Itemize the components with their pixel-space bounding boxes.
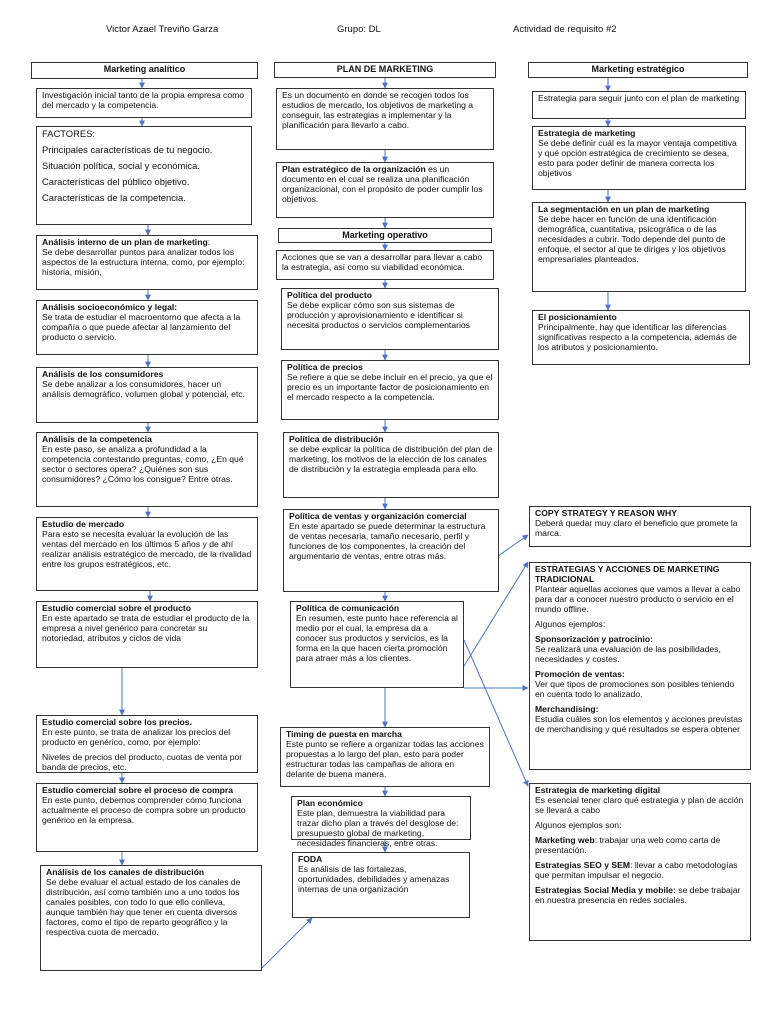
segmentation-title: La segmentación en un plan de marketing: [538, 204, 710, 214]
strategic-plan-title: Plan estratégico de la organización: [282, 164, 426, 174]
communication-policy-box: [290, 601, 464, 688]
distribution-policy-title: Política de distribución: [289, 434, 384, 444]
analitico-intro-text: Investigación inicial tanto de la propia empresa como del mercado y la competencia.: [42, 90, 245, 110]
internal-analysis-box: Análisis interno de un plan de marketing: Se debe desarrollar puntos para analizar todos los aspectos de la estructura interna, como, por ejemplo: historia, misión,: [36, 235, 258, 290]
product-policy-box: [281, 288, 499, 350]
analitico-intro-box: [36, 88, 252, 118]
factors-heading: FACTORES:: [42, 128, 95, 139]
traditional-marketing-box: [529, 562, 751, 770]
product-study-text: En este apartado se trata de estudiar el producto de la empresa a nivel genérico para concretar su notoriedad, atributos y ciclos de vida: [42, 612, 250, 643]
sales-policy-box: [283, 509, 499, 592]
communication-policy-text: En resumen, este punto hace referencia al medio por el cual, la empresa da a conocer sus productos y servicios, es la forma en la que hacen cierta promoción para atraer más a los clientes.: [296, 612, 458, 663]
seo-title: Estrategias SEO y SEM: [535, 859, 631, 870]
distribution-policy-text: se debe explicar la política de distribución del plan de marketing, los motivos de la elección de los canales de distribución y la estrategia empleada para ello.: [289, 443, 493, 474]
digital-marketing-box: [529, 783, 751, 941]
digital-text: Es esencial tener claro qué estrategia y plan de acción se llevará a cabo: [535, 794, 744, 815]
traditional-examples: Algunos ejemplos:: [535, 618, 606, 629]
traditional-title: ESTRATEGIAS Y ACCIONES DE MARKETING TRADICIONAL: [535, 564, 720, 584]
sales-policy-title: Política de ventas y organización comercial: [289, 511, 467, 521]
promo-text: Ver que tipos de promociones son posibles teniendo en cuenta todo lo analizado.: [535, 678, 735, 699]
factors-box: [36, 126, 252, 225]
communication-policy-title: Política de comunicación: [296, 603, 400, 613]
product-study-title: Estudio comercial sobre el producto: [42, 603, 191, 613]
strategic-plan-text: es un documento en el cual se realiza una planificación organizacional, con el propósito de poder cumplir los objetivos.: [282, 164, 483, 204]
sponsor-title: Sponsorización y patrocinio:: [535, 633, 653, 644]
estrategico-intro-box: [532, 91, 746, 119]
internal-analysis-title: Análisis interno de un plan de marketing: [42, 237, 208, 247]
price-policy-text: Se refiere a que se debe incluir en el precio, ya que el precio es un importante factor de posicionamiento en el mercado respecto a la competencia.: [287, 371, 493, 402]
copy-strategy-title: COPY STRATEGY Y REASON WHY: [535, 508, 677, 518]
market-study-box: [36, 517, 258, 591]
internal-analysis-text: Se debe desarrollar puntos para analizar todos los aspectos de la estructura interna, como, por ejemplo: historia, misión,: [42, 246, 245, 277]
channels-title: Análisis de los canales de distribución: [46, 867, 205, 877]
market-study-title: Estudio de mercado: [42, 519, 125, 529]
segmentation-box: [532, 202, 746, 292]
author-name: Victor Azael Treviño Garza: [106, 24, 219, 35]
economic-plan-box: [291, 796, 471, 848]
socio-analysis-title: Análisis socioeconómico y legal:: [42, 302, 178, 312]
foda-text: Es análisis de las fortalezas, oportunidades, debilidades y amenazas internas de una organización: [298, 863, 450, 894]
product-policy-title: Política del producto: [287, 290, 372, 300]
group-label: Grupo: DL: [337, 24, 381, 35]
purchase-study-title: Estudio comercial sobre el proceso de compra: [42, 785, 234, 795]
product-study-box: [36, 601, 258, 668]
timing-box: [280, 727, 490, 787]
socio-analysis-box: [36, 300, 258, 355]
segmentation-text: Se debe hacer en función de una identificación demográfica, cuantitativa, psicográfica o de las necesidades a cubrir. Todo depende del punto de enfoque, el sector al que te diriges y los objetivos empresariales planteados.: [538, 213, 726, 264]
positioning-text: Principalmente, hay que identificar las diferencias significativas respecto a la competencia, además de los atributos y posicionamiento.: [538, 321, 737, 352]
operative-intro-text: Acciones que se van a desarrollar para llevar a cabo la estrategia, así como su viabilidad económica.: [282, 252, 483, 272]
marketing-strategy-box: [532, 126, 746, 190]
positioning-box: [532, 310, 750, 365]
web-title: Marketing web: [535, 834, 595, 845]
timing-text: Este punto se refiere a organizar todas las acciones propuestas a lo largo del plan, esto para poder estructurar todas las campañas de ahora en delante de buena manera.: [286, 738, 484, 779]
factor-item: Situación política, social y económica.: [42, 159, 200, 171]
social-title: Estrategias Social Media y mobile:: [535, 884, 676, 895]
price-policy-title: Política de precios: [287, 362, 363, 372]
price-study-box: [36, 715, 258, 773]
channels-box: [40, 865, 262, 971]
copy-strategy-text: Deberá quedar muy claro el beneficio que promete la marca.: [535, 517, 738, 538]
digital-title: Estrategia de marketing digital: [535, 785, 661, 795]
sponsor-text: Se realizará una evaluación de las posibilidades, necesidades y costes.: [535, 643, 721, 664]
operative-intro-box: [276, 250, 494, 280]
market-study-text: Para esto se necesita evaluar la evolución de las ventas del mercado en los últimos 5 años y de ahí realizar análisis estratégico de mercado, de la rivalidad entre los grupos estratégicos, etc.: [42, 528, 252, 569]
activity-label: Actividad de requisito #2: [513, 24, 617, 35]
marketing-strategy-title: Estrategia de marketing: [538, 128, 636, 138]
economic-plan-title: Plan económico: [297, 798, 363, 808]
traditional-text: Plantear aquellas acciones que vamos a llevar a cabo para dar a conocer nuestro producto o servicio en el mundo offline.: [535, 583, 741, 614]
foda-box: [292, 852, 470, 918]
product-policy-text: Se debe explicar cómo son sus sistemas de producción y aprovisionamiento e identificar si necesita productos o servicios complementarios: [287, 299, 470, 330]
marketing-operativo-title: Marketing operativo: [278, 228, 492, 243]
merch-title: Merchandising:: [535, 703, 599, 714]
factor-item: Características de la competencia.: [42, 191, 186, 203]
marketing-analitico-title: Marketing analítico: [31, 62, 258, 79]
marketing-strategy-text: Se debe definir cuál es la mayor ventaja competitiva y qué opción estratégica de crecimiento se desea, esto para poder definir de manera correcta los objetivos: [538, 137, 737, 178]
price-policy-box: [281, 360, 499, 420]
price-study-text2: Niveles de precios del producto, cuotas de venta por banda de precios, etc.: [42, 751, 243, 772]
competition-title: Análisis de la competencia: [42, 434, 152, 444]
positioning-title: El posicionamiento: [538, 312, 617, 322]
consumers-box: [36, 367, 258, 423]
plan-intro-text: Es un documento en donde se recogen todos los estudios de mercado, los objetivos de marketing a conseguir, las estrategias a implementar y la planificación para llevarlo a cabo.: [282, 90, 474, 130]
economic-plan-text: Este plan, demuestra la viabilidad para trazar dicho plan a través del desglose de: presupuesto global de marketing, necesidades financieras, entre otras.: [297, 807, 459, 848]
channels-text: Se debe evaluar el actual estado de los canales de distribución, así como también uno a uno todos los canales posibles, con todo lo que ello conlleva, aunque también hay que tener en cuenta diversos factores, como el tipo de reparto geográfico y la respectiva cuota de mercado.: [46, 876, 241, 937]
competition-box: [36, 432, 258, 507]
copy-strategy-box: [529, 506, 751, 547]
factor-item: Principales características de tu negocio.: [42, 143, 213, 155]
estrategico-intro-text: Estrategia para seguir junto con el plan de marketing: [538, 93, 740, 103]
purchase-study-text: En este punto, debemos comprender cómo funciona actualmente el proceso de compra sobre un producto genérico en la empresa.: [42, 794, 246, 825]
social-text: se debe trabajar en nuestra presencia en redes sociales.: [535, 884, 741, 905]
seo-text: : llevar a cabo metodologías que permitan impulsar el negocio.: [535, 859, 738, 880]
consumers-text: Se debe analizar a los consumidores, hacer un análisis demográfico, volumen global y potencial, etc.: [42, 378, 246, 399]
strategic-plan-box: [276, 162, 494, 218]
sales-policy-text: En este apartado se puede determinar la estructura de ventas necesaria, tamaño necesario, perfil y funciones de los componentes, la creación del argumentario de ventas, entre otras más.: [289, 520, 486, 561]
merch-text: Estudia cuáles son los elementos y acciones previstas de merchandising y qué resultados se espera obtener: [535, 713, 743, 734]
digital-examples: Algunos ejemplos son:: [535, 819, 622, 830]
price-study-text: En este punto, se trata de analizar los precios del producto en genérico, como, por ejemplo:: [42, 726, 231, 747]
timing-title: Timing de puesta en marcha: [286, 729, 402, 739]
purchase-study-box: [36, 783, 258, 852]
foda-title: FODA: [298, 854, 323, 864]
marketing-estrategico-title: Marketing estratégico: [528, 62, 748, 78]
plan-intro-box: [276, 88, 494, 150]
factor-item: Características del público objetivo.: [42, 175, 190, 187]
price-study-title: Estudio comercial sobre los precios.: [42, 717, 192, 727]
plan-marketing-title: PLAN DE MARKETING: [274, 62, 496, 78]
competition-text: En este paso, se analiza a profundidad a la competencia contestando preguntas, como, ¿En qué sector o sectores opera? ¿Quiénes son sus consumidores? ¿Cómo los consigue? Entre otras.: [42, 443, 244, 484]
web-text: : trabajar una web como carta de presentación.: [535, 834, 721, 855]
consumers-title: Análisis de los consumidores: [42, 369, 164, 379]
distribution-policy-box: [283, 432, 499, 498]
socio-analysis-text: Se trata de estudiar el macroentorno que afecta a la compañía o que puede afectar al lanzamiento del producto o servicio.: [42, 311, 241, 342]
promo-title: Promoción de ventas:: [535, 668, 625, 679]
